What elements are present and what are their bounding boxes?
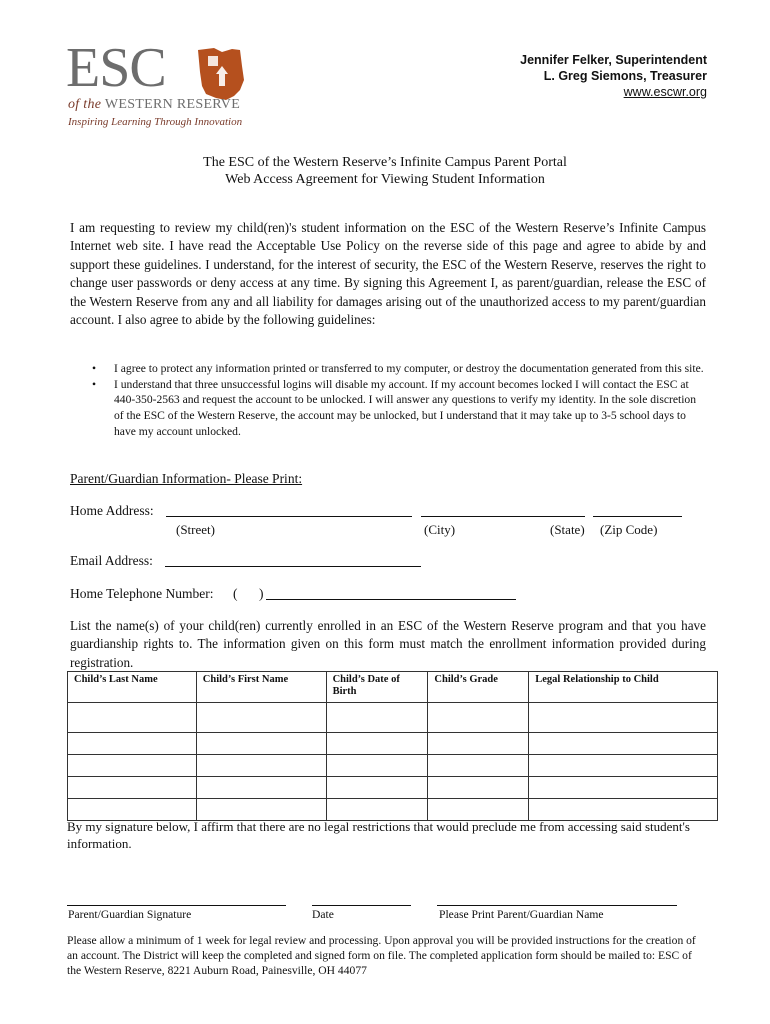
bullet-icon: • bbox=[92, 377, 97, 391]
bullet-icon: • bbox=[92, 362, 97, 375]
city-state-input-line[interactable] bbox=[421, 516, 585, 517]
home-address-label: Home Address: bbox=[70, 503, 154, 518]
table-cell[interactable] bbox=[326, 703, 428, 733]
table-header-row bbox=[68, 672, 718, 703]
table-cell[interactable] bbox=[428, 777, 529, 799]
esc-logo bbox=[0, 0, 260, 140]
treasurer: L. Greg Siemons, Treasurer bbox=[543, 69, 707, 83]
logo-of: of the bbox=[68, 97, 102, 112]
table-cell[interactable] bbox=[529, 755, 718, 777]
signature-input-line[interactable] bbox=[67, 905, 286, 906]
website-link[interactable]: www.escwr.org bbox=[623, 85, 707, 99]
table-cell[interactable] bbox=[68, 733, 197, 755]
intro-paragraph: I am requesting to review my child(ren)'s student information on the ESC of the Western Reserve’s Infinite Campus Internet web site. I have read the Acceptable Use Policy on the reverse side of this page and agree to abide by and support these guidelines. I understand, for the interest of security, the ESC of the Western Reserve, reserves the right to change user passwords or deny access at any time. By signing this Agreement I, as parent/guardian, release the ESC of the Western Reserve from any and all liability for damages arising out of the unauthorized access to my parent/guardian account. I also agree to abide by the following guidelines: bbox=[70, 220, 706, 328]
document-title bbox=[0, 154, 770, 188]
table-row bbox=[68, 703, 718, 733]
table-cell[interactable] bbox=[326, 777, 428, 799]
col-grade: Child’s Grade bbox=[428, 672, 529, 703]
table-cell[interactable] bbox=[196, 733, 326, 755]
affirmation-text: By my signature below, I affirm that there are no legal restrictions that would preclude me from accessing said student's information. bbox=[67, 819, 690, 851]
table-cell[interactable] bbox=[428, 703, 529, 733]
guidelines-list bbox=[90, 361, 706, 440]
email-input-line[interactable] bbox=[165, 566, 421, 567]
header-contacts bbox=[520, 52, 707, 100]
table-cell[interactable] bbox=[68, 777, 197, 799]
phone-paren-open: ( bbox=[233, 586, 238, 601]
col-first-name: Child’s First Name bbox=[196, 672, 326, 703]
phone-label: Home Telephone Number: bbox=[70, 586, 214, 601]
logo-region: WESTERN RESERVE bbox=[104, 97, 241, 112]
date-label: Date bbox=[312, 908, 334, 921]
guardian-heading: Parent/Guardian Information- Please Print: bbox=[70, 471, 303, 486]
date-input-line[interactable] bbox=[312, 905, 411, 906]
table-cell[interactable] bbox=[529, 703, 718, 733]
table-row bbox=[68, 755, 718, 777]
children-table bbox=[67, 671, 718, 821]
logo-subtitle bbox=[68, 97, 240, 113]
guideline-item bbox=[90, 377, 706, 440]
table-cell[interactable] bbox=[196, 777, 326, 799]
print-name-label: Please Print Parent/Guardian Name bbox=[439, 908, 604, 921]
title-line-2: Web Access Agreement for Viewing Student Information bbox=[225, 172, 545, 187]
table-cell[interactable] bbox=[196, 755, 326, 777]
logo-esc-text: ESC bbox=[66, 37, 166, 99]
zip-caption: (Zip Code) bbox=[600, 522, 658, 537]
street-caption: (Street) bbox=[176, 522, 215, 537]
table-cell[interactable] bbox=[428, 755, 529, 777]
col-date-of-birth: Child’s Date of Birth bbox=[326, 672, 428, 703]
guideline-text: I agree to protect any information printed or transferred to my computer, or destroy the documentation generated from this site. bbox=[114, 362, 704, 375]
zip-input-line[interactable] bbox=[593, 516, 682, 517]
col-last-name: Child’s Last Name bbox=[68, 672, 197, 703]
table-cell[interactable] bbox=[326, 755, 428, 777]
table-cell[interactable] bbox=[196, 703, 326, 733]
signature-label: Parent/Guardian Signature bbox=[68, 908, 192, 921]
table-cell[interactable] bbox=[326, 733, 428, 755]
children-intro: List the name(s) of your child(ren) currently enrolled in an ESC of the Western Reserve program and that you have guardianship rights to. The information given on this form must match the enrollment information provided during registration. bbox=[70, 618, 706, 670]
footer-instructions: Please allow a minimum of 1 week for legal review and processing. Upon approval you will be provided instructions for the creation of an account. The District will keep the completed and signed form on file. The completed application form should be mailed to: ESC of the Western Reserve, 8221 Auburn Road, Painesville, OH 44077 bbox=[67, 934, 696, 977]
print-name-input-line[interactable] bbox=[437, 905, 677, 906]
superintendent: Jennifer Felker, Superintendent bbox=[520, 53, 707, 67]
col-relationship: Legal Relationship to Child bbox=[529, 672, 718, 703]
table-cell[interactable] bbox=[529, 777, 718, 799]
street-input-line[interactable] bbox=[166, 516, 412, 517]
logo-tagline: Inspiring Learning Through Innovation bbox=[68, 116, 243, 128]
guideline-text: I understand that three unsuccessful logins will disable my account. If my account becomes locked I will contact the ESC at 440-350-2563 and request the account to be unlocked. I will answer any questions to verify my identity. In the sole discretion of the ESC of the Western Reserve, the account may be unlocked, but I understand that it may take up to 3-5 school days to have my account unlocked. bbox=[114, 377, 697, 438]
ohio-state-icon bbox=[196, 46, 248, 102]
table-cell[interactable] bbox=[68, 755, 197, 777]
title-line-1: The ESC of the Western Reserve’s Infinite Campus Parent Portal bbox=[203, 155, 567, 170]
state-caption: (State) bbox=[550, 522, 585, 537]
city-caption: (City) bbox=[424, 522, 456, 537]
table-cell[interactable] bbox=[68, 703, 197, 733]
phone-paren-close: ) bbox=[259, 586, 264, 601]
table-row bbox=[68, 777, 718, 799]
phone-input-line[interactable] bbox=[266, 599, 516, 600]
table-row bbox=[68, 733, 718, 755]
table-cell[interactable] bbox=[529, 733, 718, 755]
guideline-item bbox=[90, 361, 706, 377]
email-label: Email Address: bbox=[70, 553, 153, 568]
table-cell[interactable] bbox=[428, 733, 529, 755]
